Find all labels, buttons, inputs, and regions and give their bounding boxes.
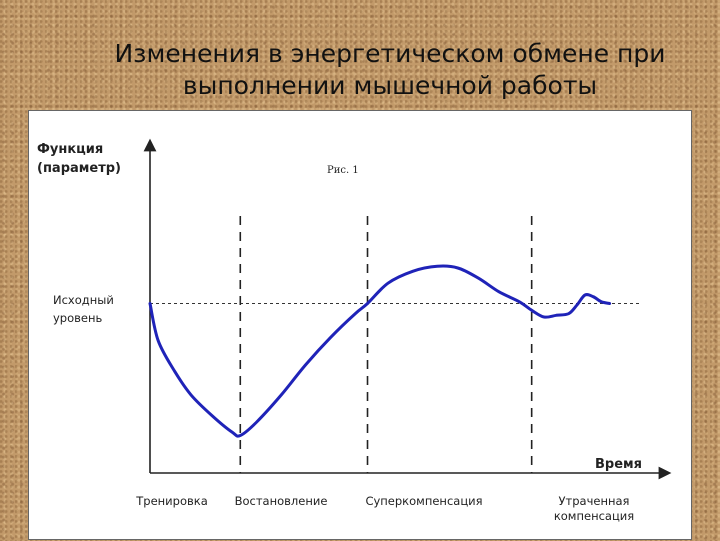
baseline-label-line-1: Исходный [53, 293, 114, 307]
chart-panel [28, 110, 692, 540]
baseline-label [53, 293, 114, 325]
y-axis-label [37, 142, 121, 176]
slide-title [60, 38, 720, 102]
phase-label-2-line-1: Востановление [234, 494, 328, 508]
x-axis-label: Время [595, 457, 643, 472]
baseline-label-line-2: уровень [53, 311, 103, 325]
slide-title-line-1: Изменения в энергетическом обмене при [114, 39, 666, 68]
chart [29, 111, 693, 541]
y-axis-label-line-2: (параметр) [37, 161, 121, 176]
slide-title-line-2: выполнении мышечной работы [182, 71, 598, 100]
phase-label-1-line-1: Тренировка [136, 494, 208, 508]
phase-label-3-line-1: Суперкомпенсация [365, 494, 483, 508]
phase-label-4-line-1: Утраченная [558, 494, 630, 508]
y-axis-label-line-1: Функция [37, 142, 104, 157]
chart-content [135, 216, 641, 523]
figure-label: Рис. 1 [327, 165, 359, 176]
phase-label-4-line-2: компенсация [553, 509, 635, 523]
series-line-1 [150, 266, 610, 436]
